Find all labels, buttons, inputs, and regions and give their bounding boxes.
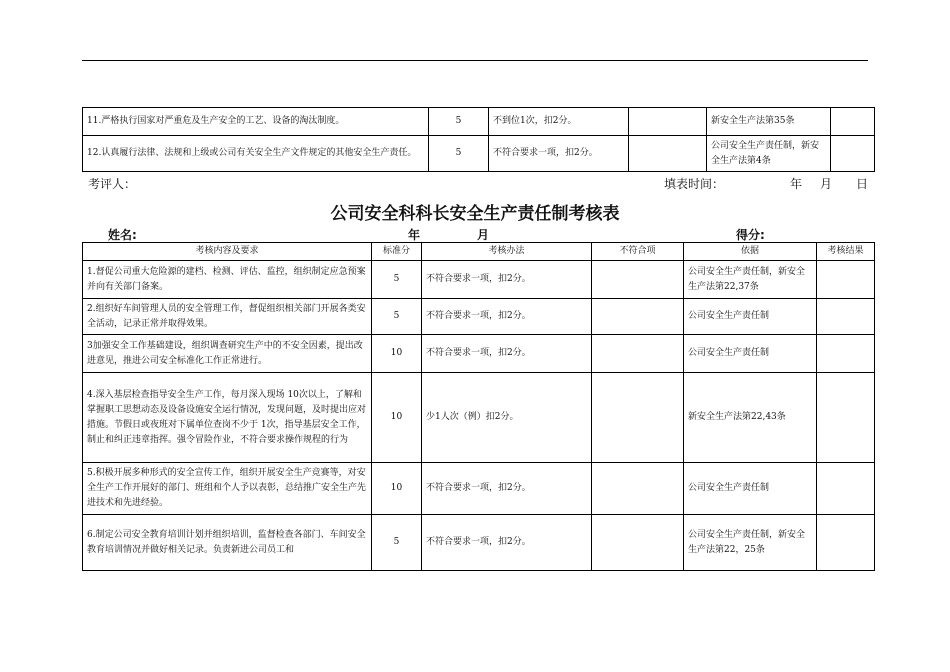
basis-cell: 公司安全生产责任制，新安全生产法第22，25条 (684, 515, 817, 571)
requirement-cell: 4.深入基层检查指导安全生产工作，每月深入现场 10次以上，了解和掌握职工思想动态及设备设施安全运行情况，发现问题，及时提出应对措施。节假日或夜班对下属单位查岗不少于 1次，指导基层安全工作，制止和纠正违章指挥。强令冒险作业，不符合要求操作规程的行为 (83, 373, 372, 463)
standard-score-cell: 5 (429, 136, 489, 172)
assessment-method-cell: 不符合要求一项，扣2分。 (422, 299, 592, 335)
table-header-row (83, 243, 875, 261)
assessment-result-cell[interactable] (831, 108, 875, 136)
standard-score-cell: 5 (372, 299, 422, 335)
requirement-cell: 3加强安全工作基础建设，组织调查研究生产中的不安全因素，提出改进意见，推进公司安全标准化工作正常进行。 (83, 335, 372, 373)
page-title: 公司安全科科长安全生产责任制考核表 (330, 204, 620, 224)
basis-cell: 公司安全生产责任制 (684, 463, 817, 515)
column-header: 考核办法 (422, 243, 592, 261)
assessment-result-cell[interactable] (817, 261, 875, 299)
table-row (83, 299, 875, 335)
column-header: 不符合项 (592, 243, 684, 261)
assessment-method-cell: 不符合要求一项，扣2分。 (422, 335, 592, 373)
column-header: 标准分 (372, 243, 422, 261)
requirement-cell: 12.认真履行法律、法规和上级或公司有关安全生产文件规定的其他安全生产责任。 (83, 136, 429, 172)
assessment-method-cell: 不符合要求一项，扣2分。 (422, 261, 592, 299)
basis-cell: 公司安全生产责任制 (684, 335, 817, 373)
standard-score-cell: 10 (372, 373, 422, 463)
standard-score-cell: 10 (372, 463, 422, 515)
noncompliance-cell[interactable] (592, 335, 684, 373)
header-year: 年 (408, 228, 421, 242)
requirement-cell: 6.制定公司安全教育培训计划并组织培训，监督检查各部门、车间安全教育培训情况并做好相关记录。负责新进公司员工和 (83, 515, 372, 571)
assessment-result-cell[interactable] (831, 136, 875, 172)
date-month: 月 (820, 177, 833, 191)
requirement-cell: 2.组织好车间管理人员的安全管理工作，督促组织相关部门开展各类安全活动，记录正常并取得效果。 (83, 299, 372, 335)
table-row (83, 261, 875, 299)
standard-score-cell: 5 (372, 261, 422, 299)
basis-cell: 公司安全生产责任制 (684, 299, 817, 335)
basis-cell: 新安全生产法第22,43条 (684, 373, 817, 463)
table-row (83, 515, 875, 571)
standard-score-cell: 5 (429, 108, 489, 136)
noncompliance-cell[interactable] (629, 108, 707, 136)
assessment-result-cell[interactable] (817, 373, 875, 463)
continued-assessment-table (82, 107, 875, 172)
table-row (83, 136, 875, 172)
assessment-table (82, 242, 875, 571)
requirement-cell: 11.严格执行国家对严重危及生产安全的工艺、设备的淘汰制度。 (83, 108, 429, 136)
standard-score-cell: 10 (372, 335, 422, 373)
table-row (83, 373, 875, 463)
name-label: 姓名: (108, 228, 137, 242)
assessment-result-cell[interactable] (817, 335, 875, 373)
noncompliance-cell[interactable] (629, 136, 707, 172)
header-month: 月 (477, 228, 490, 242)
basis-cell: 新安全生产法第35条 (707, 108, 831, 136)
standard-score-cell: 5 (372, 515, 422, 571)
noncompliance-cell[interactable] (592, 373, 684, 463)
column-header: 考核内容及要求 (83, 243, 372, 261)
assessment-result-cell[interactable] (817, 299, 875, 335)
requirement-cell: 5.积极开展多种形式的安全宣传工作，组织开展安全生产竞赛等，对安全生产工作开展好的部门、班组和个人予以表彰，总结推广安全生产先进技术和先进经验。 (83, 463, 372, 515)
noncompliance-cell[interactable] (592, 261, 684, 299)
column-header: 考核结果 (817, 243, 875, 261)
date-year: 年 (790, 177, 803, 191)
noncompliance-cell[interactable] (592, 515, 684, 571)
assessor-label: 考评人： (88, 177, 137, 191)
basis-cell: 公司安全生产责任制，新安全生产法第22,37条 (684, 261, 817, 299)
assessment-result-cell[interactable] (817, 463, 875, 515)
requirement-cell: 1.督促公司重大危险源的建档、检测、评估、监控，组织制定应急预案并向有关部门备案。 (83, 261, 372, 299)
table-row (83, 463, 875, 515)
header-rule (82, 60, 868, 61)
noncompliance-cell[interactable] (592, 463, 684, 515)
assessment-method-cell: 少1人次（例）扣2分。 (422, 373, 592, 463)
noncompliance-cell[interactable] (592, 299, 684, 335)
assessment-method-cell: 不符合要求一项，扣2分。 (422, 515, 592, 571)
fill-date-label: 填表时间： (664, 177, 725, 191)
table-row (83, 108, 875, 136)
assessment-result-cell[interactable] (817, 515, 875, 571)
score-label: 得分: (736, 228, 765, 242)
table-row (83, 335, 875, 373)
basis-cell: 公司安全生产责任制，新安全生产法第4条 (707, 136, 831, 172)
date-day: 日 (856, 177, 869, 191)
assessment-method-cell: 不符合要求一项，扣2分。 (422, 463, 592, 515)
assessment-method-cell: 不到位1次，扣2分。 (489, 108, 629, 136)
assessment-method-cell: 不符合要求一项，扣2分。 (489, 136, 629, 172)
column-header: 依据 (684, 243, 817, 261)
